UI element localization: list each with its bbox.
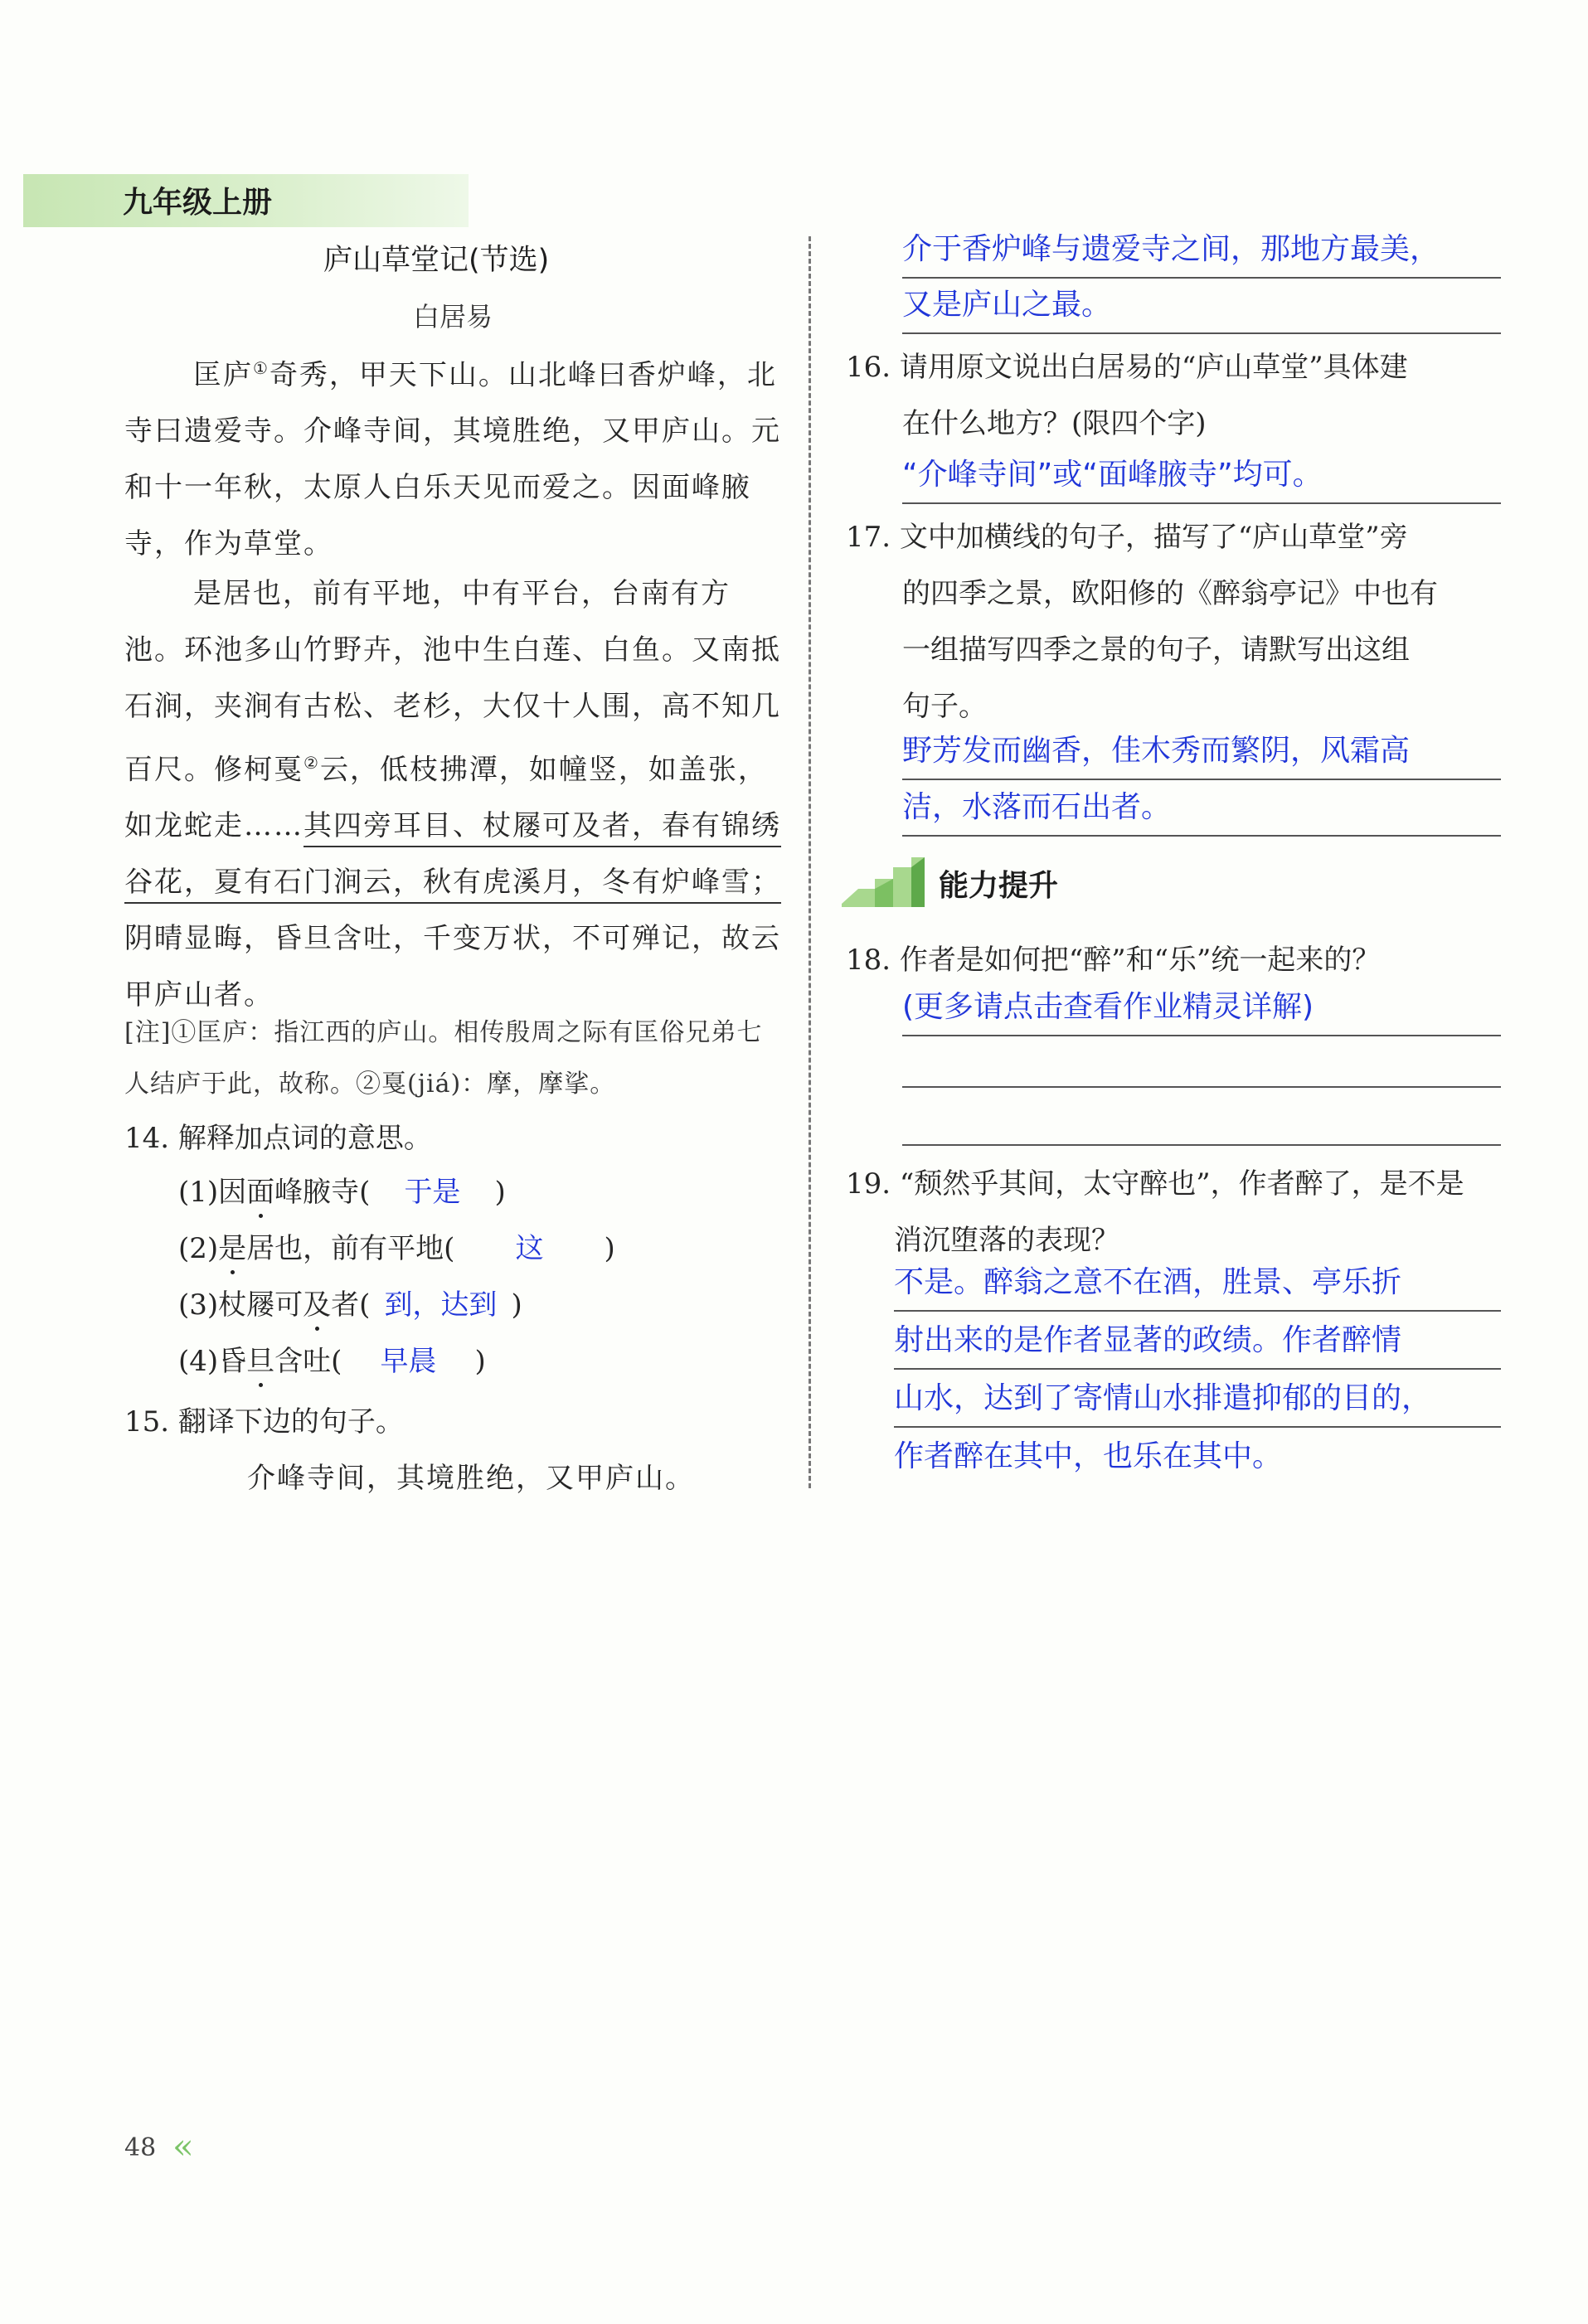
double-arrow-icon: «: [172, 2126, 186, 2166]
q19-stem-line-1: 19. “颓然乎其间，太守醉也”，作者醉了，是不是: [846, 1167, 1464, 1201]
q14-stem: 14. 解释加点词的意思。: [124, 1122, 432, 1155]
q15-answer-line-1: 介于香炉峰与遗爱寺之间，那地方最美，: [902, 222, 1501, 279]
q14-4-post: 含吐(: [274, 1345, 342, 1378]
p2-text-a: 是居也，前有平地，中有平台，台南有方池。环池多山竹野卉，池中生白莲、白鱼。又南抵石涧，夹涧有古松、老杉，大仅十人围，高不知几百尺。修柯戛: [124, 577, 781, 787]
p1-text-a: 匡庐: [193, 358, 253, 392]
q15-sentence: 介峰寺间，其境胜绝，又甲庐山。: [247, 1462, 695, 1495]
q19-answer-line-1: 不是。醉翁之意不在酒，胜景、亭乐折: [894, 1255, 1501, 1312]
q19-stem-line-2: 消沉堕落的表现？: [894, 1224, 1119, 1257]
q19-answer-line-4: 作者醉在其中，也乐在其中。: [894, 1439, 1283, 1473]
q14-2-pre: (2): [178, 1232, 219, 1265]
underlined-sentence: 其四旁耳目、杖屦可及者，春有锦绣谷花，夏有石门涧云，秋有虎溪月，冬有炉峰雪；: [124, 809, 781, 904]
article-title: 庐山草堂记(节选): [323, 244, 550, 277]
q19-answer-line-2: 射出来的是作者显著的政绩。作者醉情: [894, 1313, 1501, 1370]
q14-1-post: 峰腋寺(: [274, 1176, 371, 1209]
q14-1-pre: (1)因: [178, 1176, 247, 1209]
article-paragraph-2: [124, 565, 784, 1023]
p2-text-b: 云，低枝拂潭，如幢竖，如盖张，如龙蛇走……: [124, 753, 768, 843]
q14-1-dotted: 面: [246, 1169, 274, 1210]
q17-stem-line-4: 句子。: [902, 690, 987, 723]
q14-2-dotted: 是: [218, 1225, 246, 1266]
q14-item-2: [178, 1225, 615, 1266]
q14-item-1: [178, 1169, 506, 1210]
q17-stem-line-2: 的四季之景，欧阳修的《醉翁亭记》中也有: [902, 577, 1438, 610]
q14-item-4: [178, 1338, 486, 1379]
q14-1-answer: 于是: [404, 1176, 461, 1209]
q14-4-pre: (4)昏: [178, 1345, 247, 1378]
q14-4-dotted: 旦: [246, 1338, 274, 1379]
q14-3-post: 者(: [331, 1288, 371, 1322]
q14-3-dotted: 及: [303, 1282, 331, 1322]
q14-4-close: ): [474, 1345, 486, 1378]
q14-2-close: ): [604, 1232, 615, 1265]
q16-answer: “介峰寺间”或“面峰腋寺”均可。: [902, 448, 1501, 504]
q19-answer-line-3: 山水，达到了寄情山水排遣抑郁的目的，: [894, 1371, 1501, 1428]
stairs-icon: [842, 854, 929, 912]
p2-text-c: 阴晴显晦，昏旦含吐，千变万状，不可殚记，故云甲庐山者。: [124, 922, 781, 1012]
grade-label: 九年级上册: [123, 186, 273, 220]
q14-3-close: ): [511, 1288, 522, 1322]
q17-answer-line-1: 野芳发而幽香，佳木秀而繁阴，风霜高: [902, 724, 1501, 780]
q18-stem: 18. 作者是如何把“醉”和“乐”统一起来的？: [846, 944, 1381, 977]
q14-item-3: [178, 1282, 522, 1322]
column-divider: [809, 236, 811, 1488]
section-title: 能力提升: [939, 869, 1059, 903]
answer-blank-line: [902, 1144, 1501, 1146]
q14-2-post: 居也，前有平地(: [246, 1232, 455, 1265]
answer-blank-line: [902, 1086, 1501, 1088]
q15-stem: 15. 翻译下边的句子。: [124, 1405, 404, 1439]
article-note: [注]①匡庐：指江西的庐山。相传殷周之际有匡俗兄弟七人结庐于此，故称。②戛(jiá)：摩，摩挲。: [124, 1018, 763, 1099]
q17-stem-line-1: 17. 文中加横线的句子，描写了“庐山草堂”旁: [846, 521, 1408, 554]
article-paragraph-1: [124, 340, 784, 572]
q17-answer-line-2: 洁，水落而石出者。: [902, 780, 1501, 837]
q16-stem-line-2: 在什么地方？(限四个字): [902, 407, 1207, 440]
article-author: 白居易: [413, 301, 493, 332]
q18-answer: (更多请点击查看作业精灵详解): [902, 980, 1501, 1036]
footnote-marker-2: ②: [304, 753, 320, 773]
q14-2-answer: 这: [515, 1232, 544, 1265]
q14-1-close: ): [494, 1176, 506, 1209]
page-number: 48: [124, 2133, 157, 2162]
q14-3-answer: 到，达到: [384, 1288, 498, 1322]
q17-stem-line-3: 一组描写四季之景的句子，请默写出这组: [902, 633, 1410, 667]
q16-stem-line-1: 16. 请用原文说出白居易的“庐山草堂”具体建: [846, 351, 1408, 384]
footnote-marker-1: ①: [253, 358, 270, 378]
p1-text-b: 奇秀，甲天下山。山北峰曰香炉峰，北寺曰遗爱寺。介峰寺间，其境胜绝，又甲庐山。元和十一年秋，太原人白乐天见而爱之。因面峰腋寺，作为草堂。: [124, 358, 781, 561]
q14-3-pre: (3)杖屦可: [178, 1288, 304, 1322]
q15-answer-line-2: 又是庐山之最。: [902, 278, 1501, 334]
q14-4-answer: 早晨: [380, 1345, 437, 1378]
